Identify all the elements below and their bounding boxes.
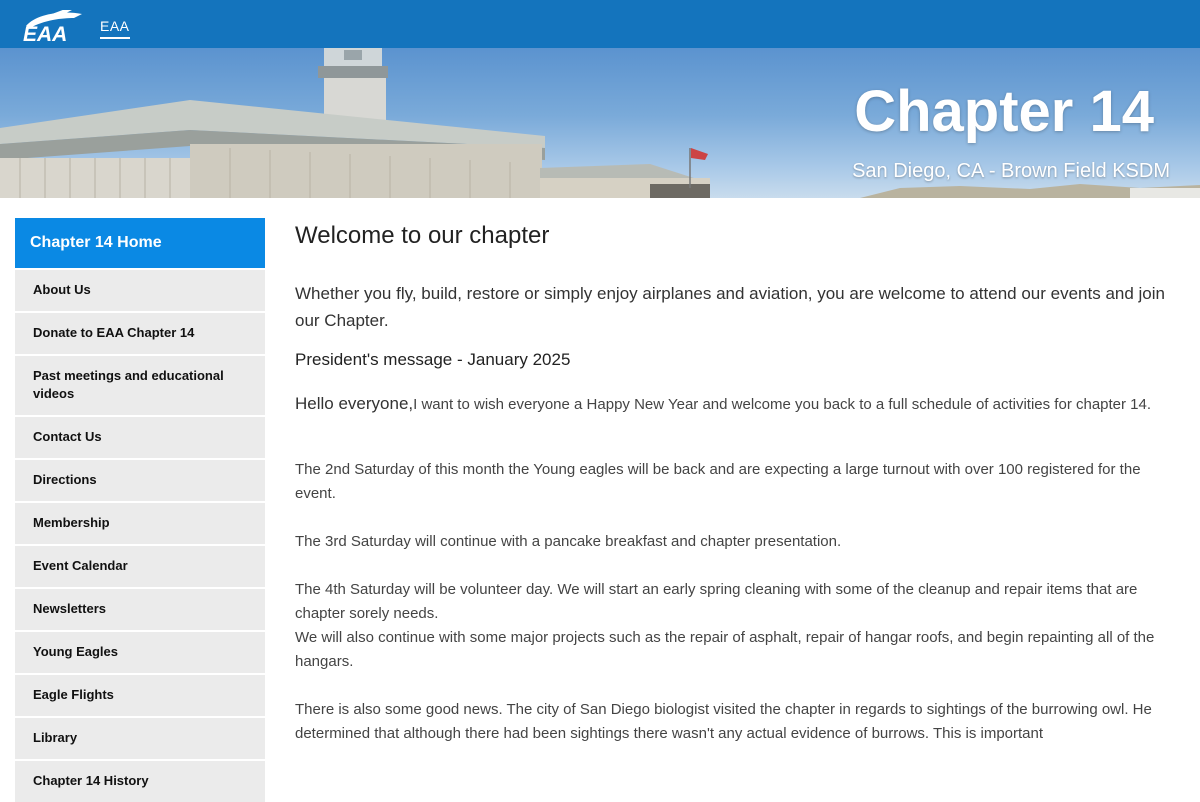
logo-text: EAA [23,23,68,46]
greeting-lead: Hello everyone, [295,394,414,413]
president-message-title: President's message - January 2025 [295,350,571,369]
sidebar-item-directions[interactable]: Directions [15,458,265,501]
sidebar-item-event-calendar[interactable]: Event Calendar [15,544,265,587]
nav-link-eaa[interactable]: EAA [100,18,130,39]
sidebar-nav [15,218,265,802]
young-eagles-paragraph: The 2nd Saturday of this month the Young eagles will be back and are expecting a large turnout with over 100 registered for the event. [295,461,1141,502]
volunteer-paragraph: The 4th Saturday will be volunteer day. We will start an early spring cleaning with some of the cleanup and repair items that are chapter sorely needs. [295,581,1138,622]
eaa-logo[interactable] [22,10,84,44]
pancake-paragraph: The 3rd Saturday will continue with a pancake breakfast and chapter presentation. [295,533,842,550]
top-bar [0,0,1200,48]
sidebar-item-history[interactable]: Chapter 14 History [15,759,265,802]
sidebar-item-eagle-flights[interactable]: Eagle Flights [15,673,265,716]
intro-paragraph: Whether you fly, build, restore or simply enjoy airplanes and aviation, you are welcome to attend our events and join our Chapter. [295,284,1165,330]
sidebar-item-donate[interactable]: Donate to EAA Chapter 14 [15,311,265,354]
hero-title: Chapter 14 [854,79,1154,144]
hero-banner [0,48,1200,198]
projects-paragraph: We will also continue with some major projects such as the repair of asphalt, repair of hangar roofs, and begin repainting all of the hangars. [295,629,1155,670]
sidebar-item-young-eagles[interactable]: Young Eagles [15,630,265,673]
sidebar-home-link[interactable]: Chapter 14 Home [15,218,265,268]
sidebar-item-newsletters[interactable]: Newsletters [15,587,265,630]
greeting-text: I want to wish everyone a Happy New Year and welcome you back to a full schedule of activities for chapter 14. [413,396,1152,413]
main-content [295,222,1175,742]
sidebar-item-about-us[interactable]: About Us [15,268,265,311]
greeting-paragraph [295,392,1170,417]
news-paragraph: There is also some good news. The city of San Diego biologist visited the chapter in regards to sightings of the burrowing owl. He determined that although there had been sightings there wasn't any actual evidence of burrows. This is important [295,701,1152,742]
sidebar-item-library[interactable]: Library [15,716,265,759]
sidebar-item-contact-us[interactable]: Contact Us [15,415,265,458]
hero-subtitle: San Diego, CA - Brown Field KSDM [852,160,1170,182]
sidebar-item-past-meetings[interactable]: Past meetings and educational videos [15,354,265,415]
page-heading: Welcome to our chapter [295,222,550,249]
sidebar-item-membership[interactable]: Membership [15,501,265,544]
